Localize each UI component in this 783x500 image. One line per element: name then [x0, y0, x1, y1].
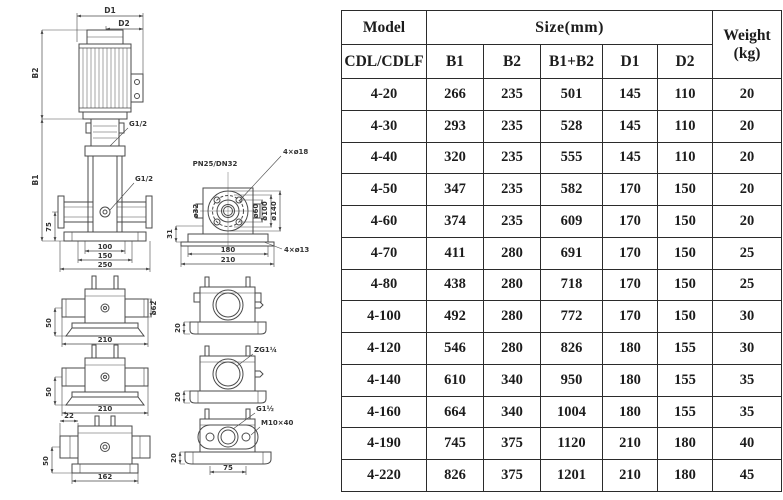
table-row — [342, 301, 782, 333]
table-cell: 718 — [541, 269, 603, 301]
table-cell: 20 — [713, 174, 782, 206]
table-cell: 266 — [427, 79, 484, 111]
table-cell: 110 — [658, 142, 713, 174]
table-cell: 150 — [658, 301, 713, 333]
oval-flange-view — [170, 405, 293, 475]
stud-label-m10x40: M10×40 — [261, 419, 294, 427]
table-cell: 150 — [658, 269, 713, 301]
table-cell: 155 — [658, 396, 713, 428]
oval-flange — [198, 425, 258, 449]
table-cell: 155 — [658, 364, 713, 396]
table-cell: 110 — [658, 110, 713, 142]
dim-label-31: 31 — [166, 229, 174, 239]
table-row — [342, 269, 782, 301]
table-cell: 40 — [713, 428, 782, 460]
table-cell: 4-70 — [342, 237, 427, 269]
technical-drawing — [0, 0, 340, 500]
dia-label-62: ø62 — [150, 300, 158, 316]
table-header-row-1 — [342, 11, 782, 45]
table-cell: 4-50 — [342, 174, 427, 206]
header-model-sub: CDL/CDLF — [342, 45, 427, 79]
port-opening — [213, 290, 243, 320]
table-cell: 235 — [484, 142, 541, 174]
table-row — [342, 237, 782, 269]
table-cell: 4-60 — [342, 206, 427, 238]
table-cell: 180 — [658, 460, 713, 492]
table-cell: 145 — [603, 142, 658, 174]
table-cell: 170 — [603, 237, 658, 269]
table-cell: 30 — [713, 333, 782, 365]
dim-label-100: 100 — [97, 243, 113, 251]
table-cell: 210 — [603, 428, 658, 460]
stud-hole-left — [206, 433, 214, 441]
table-cell: 610 — [427, 364, 484, 396]
table-cell: 745 — [427, 428, 484, 460]
table-cell: 170 — [603, 206, 658, 238]
table-cell: 145 — [603, 110, 658, 142]
header-col-d1: D1 — [603, 45, 658, 79]
table-cell: 340 — [484, 396, 541, 428]
table-row — [342, 428, 782, 460]
table-cell: 375 — [484, 428, 541, 460]
table-cell: 664 — [427, 396, 484, 428]
table-cell: 110 — [658, 79, 713, 111]
table-cell: 180 — [603, 396, 658, 428]
flange-label-pn: PN25/DN32 — [192, 160, 238, 168]
dim-label-180: 180 — [220, 246, 236, 254]
table-cell: 501 — [541, 79, 603, 111]
header-weight — [713, 11, 782, 79]
table-cell: 347 — [427, 174, 484, 206]
table-cell: 155 — [658, 333, 713, 365]
table-cell: 25 — [713, 269, 782, 301]
table-cell: 25 — [713, 237, 782, 269]
table-cell: 170 — [603, 269, 658, 301]
table-cell: 293 — [427, 110, 484, 142]
dim-label-22: 22 — [64, 412, 74, 420]
dim-label-20-p3: 20 — [170, 453, 178, 463]
table-row — [342, 396, 782, 428]
dim-label-50-v3: 50 — [42, 456, 50, 466]
table-cell: 20 — [713, 79, 782, 111]
dim-label-162: 162 — [97, 473, 113, 481]
table-cell: 170 — [603, 174, 658, 206]
drain-plug — [100, 207, 110, 217]
table-row — [342, 174, 782, 206]
header-col-d2: D2 — [658, 45, 713, 79]
table-cell: 150 — [658, 174, 713, 206]
table-cell: 20 — [713, 206, 782, 238]
table-cell: 582 — [541, 174, 603, 206]
table-cell: 1004 — [541, 396, 603, 428]
table-cell: 235 — [484, 110, 541, 142]
dim-label-20-p2: 20 — [174, 392, 182, 402]
table-cell: 30 — [713, 301, 782, 333]
table-cell: 375 — [484, 460, 541, 492]
table-row — [342, 110, 782, 142]
table-cell: 280 — [484, 237, 541, 269]
dim-label-20-p1: 20 — [174, 323, 182, 333]
spec-table-body — [342, 79, 782, 492]
table-cell: 4-220 — [342, 460, 427, 492]
table-cell: 492 — [427, 301, 484, 333]
bracket-view-2 — [45, 345, 148, 416]
port-label-g12-top: G1/2 — [129, 120, 148, 128]
table-cell: 20 — [713, 110, 782, 142]
bolt-label-4x18: 4×ø18 — [283, 148, 309, 156]
table-cell: 4-190 — [342, 428, 427, 460]
table-cell: 546 — [427, 333, 484, 365]
threaded-port-opening — [213, 359, 243, 389]
header-col-b1: B1 — [427, 45, 484, 79]
stud-hole-right — [242, 433, 250, 441]
table-cell: 340 — [484, 364, 541, 396]
pump-front-view — [31, 6, 153, 272]
table-row — [342, 142, 782, 174]
table-cell: 35 — [713, 364, 782, 396]
coupling — [91, 119, 119, 146]
thread-label-g112: G1½ — [256, 405, 274, 413]
table-cell: 235 — [484, 79, 541, 111]
dim-label-250: 250 — [97, 261, 113, 269]
pump-chamber — [93, 156, 117, 232]
table-cell: 35 — [713, 396, 782, 428]
table-cell: 235 — [484, 174, 541, 206]
dim-label-d1: D1 — [104, 6, 116, 15]
bracket-view-1 — [45, 276, 158, 347]
table-cell: 772 — [541, 301, 603, 333]
header-model: Model — [342, 11, 427, 45]
dia-label-100: ø100 — [261, 201, 269, 221]
dim-label-d2: D2 — [118, 19, 130, 28]
header-size: Size(mm) — [427, 11, 713, 45]
table-cell: 280 — [484, 333, 541, 365]
table-cell: 4-100 — [342, 301, 427, 333]
table-cell: 826 — [427, 460, 484, 492]
table-cell: 20 — [713, 142, 782, 174]
dim-label-75: 75 — [45, 222, 53, 232]
table-cell: 4-120 — [342, 333, 427, 365]
pump-base — [64, 232, 146, 241]
table-cell: 180 — [603, 364, 658, 396]
table-cell: 438 — [427, 269, 484, 301]
table-cell: 4-160 — [342, 396, 427, 428]
table-cell: 4-140 — [342, 364, 427, 396]
table-cell: 411 — [427, 237, 484, 269]
table-cell: 1201 — [541, 460, 603, 492]
table-cell: 280 — [484, 269, 541, 301]
dia-label-140: ø140 — [270, 201, 278, 221]
table-cell: 609 — [541, 206, 603, 238]
table-cell: 210 — [603, 460, 658, 492]
table-row — [342, 364, 782, 396]
table-cell: 280 — [484, 301, 541, 333]
table-cell: 691 — [541, 237, 603, 269]
header-weight-line1: Weight — [723, 26, 771, 44]
table-cell: 180 — [658, 428, 713, 460]
table-cell: 374 — [427, 206, 484, 238]
table-cell: 145 — [603, 79, 658, 111]
table-cell: 170 — [603, 301, 658, 333]
dim-label-75-bottom: 75 — [223, 464, 233, 472]
table-cell: 528 — [541, 110, 603, 142]
dim-label-210-v2: 210 — [97, 405, 113, 413]
table-cell: 1120 — [541, 428, 603, 460]
dim-label-150: 150 — [97, 252, 113, 260]
table-cell: 4-20 — [342, 79, 427, 111]
table-cell: 4-80 — [342, 269, 427, 301]
suction-flange — [58, 196, 64, 228]
dim-label-50-v2: 50 — [45, 387, 53, 397]
table-cell: 180 — [603, 333, 658, 365]
bracket-view-3 — [42, 412, 150, 484]
dia-label-60: ø60 — [252, 203, 260, 219]
discharge-flange — [146, 196, 152, 228]
dim-label-50-v1: 50 — [45, 318, 53, 328]
thread-label-zg114: ZG1¼ — [254, 346, 277, 354]
port-view-1 — [174, 277, 266, 334]
table-cell: 150 — [658, 237, 713, 269]
dim-label-b2: B2 — [31, 67, 40, 79]
header-weight-line2: (kg) — [733, 44, 761, 62]
flange-top-view — [166, 148, 309, 267]
table-cell: 45 — [713, 460, 782, 492]
bolt-label-4x13: 4×ø13 — [284, 246, 310, 254]
table-cell: 150 — [658, 206, 713, 238]
port-view-2 — [174, 346, 277, 403]
table-cell: 555 — [541, 142, 603, 174]
table-row — [342, 333, 782, 365]
table-row — [342, 79, 782, 111]
dia-label-32: ø32 — [192, 203, 200, 219]
table-row — [342, 206, 782, 238]
dim-label-b1: B1 — [31, 174, 40, 186]
header-col-b1b2: B1+B2 — [541, 45, 603, 79]
dim-label-210-v1: 210 — [97, 336, 113, 344]
header-col-b2: B2 — [484, 45, 541, 79]
spec-table — [341, 10, 782, 492]
port-label-g12-mid: G1/2 — [135, 175, 154, 183]
table-row — [342, 460, 782, 492]
table-cell: 950 — [541, 364, 603, 396]
table-cell: 4-30 — [342, 110, 427, 142]
table-cell: 4-40 — [342, 142, 427, 174]
dim-label-210-top: 210 — [220, 256, 236, 264]
motor-terminal-box — [131, 74, 143, 102]
table-cell: 235 — [484, 206, 541, 238]
table-cell: 320 — [427, 142, 484, 174]
table-cell: 826 — [541, 333, 603, 365]
